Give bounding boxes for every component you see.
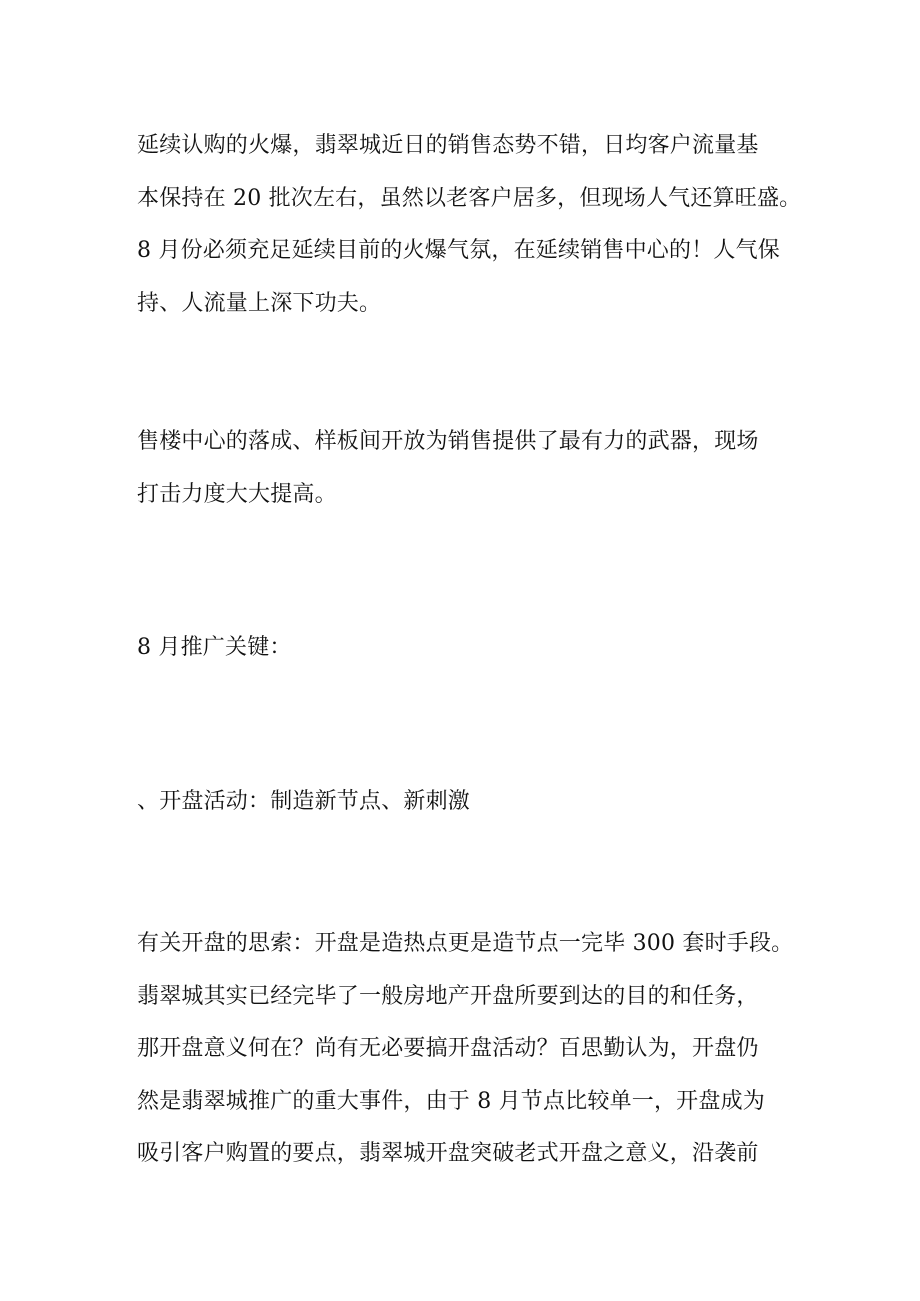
text-line: 然是翡翠城推广的重大事件，由于 8 月节点比较单一，开盘成为	[137, 1088, 765, 1114]
text-line: 售楼中心的落成、样板间开放为销售提供了最有力的武器，现场	[137, 429, 759, 454]
text-line: 持、人流量上深下功夫。	[137, 290, 382, 316]
text-line: 那开盘意义何在？尚有无必要搞开盘活动？百思勤认为，开盘仍	[137, 1036, 759, 1061]
text-line: 吸引客户购置的要点，翡翠城开盘突破老式开盘之意义，沿袭前	[137, 1141, 759, 1166]
text-line: 翡翠城其实已经完毕了一般房地产开盘所要到达的目的和任务，	[137, 983, 759, 1009]
text-line: 8 月推广关键：	[137, 635, 292, 660]
paragraph-sales-momentum	[137, 120, 807, 330]
text-line: 本保持在 20 批次左右，虽然以老客户居多，但现场人气还算旺盛。	[137, 185, 802, 211]
text-line: 、开盘活动：制造新节点、新刺激	[137, 789, 471, 814]
paragraph-opening-activity	[137, 776, 807, 829]
paragraph-august-key-points	[137, 622, 807, 675]
text-line: 有关开盘的思索：开盘是造热点更是造节点一完毕 300 套时手段。	[137, 931, 794, 956]
paragraph-sales-center	[137, 416, 807, 521]
text-line: 延续认购的火爆，翡翠城近日的销售态势不错，日均客户流量基	[137, 133, 759, 158]
text-line: 8 月份必须充足延续目前的火爆气氛，在延续销售中心的！人气保	[137, 238, 780, 263]
text-line: 打击力度大大提高。	[137, 481, 337, 507]
paragraph-opening-thoughts	[137, 918, 807, 1181]
